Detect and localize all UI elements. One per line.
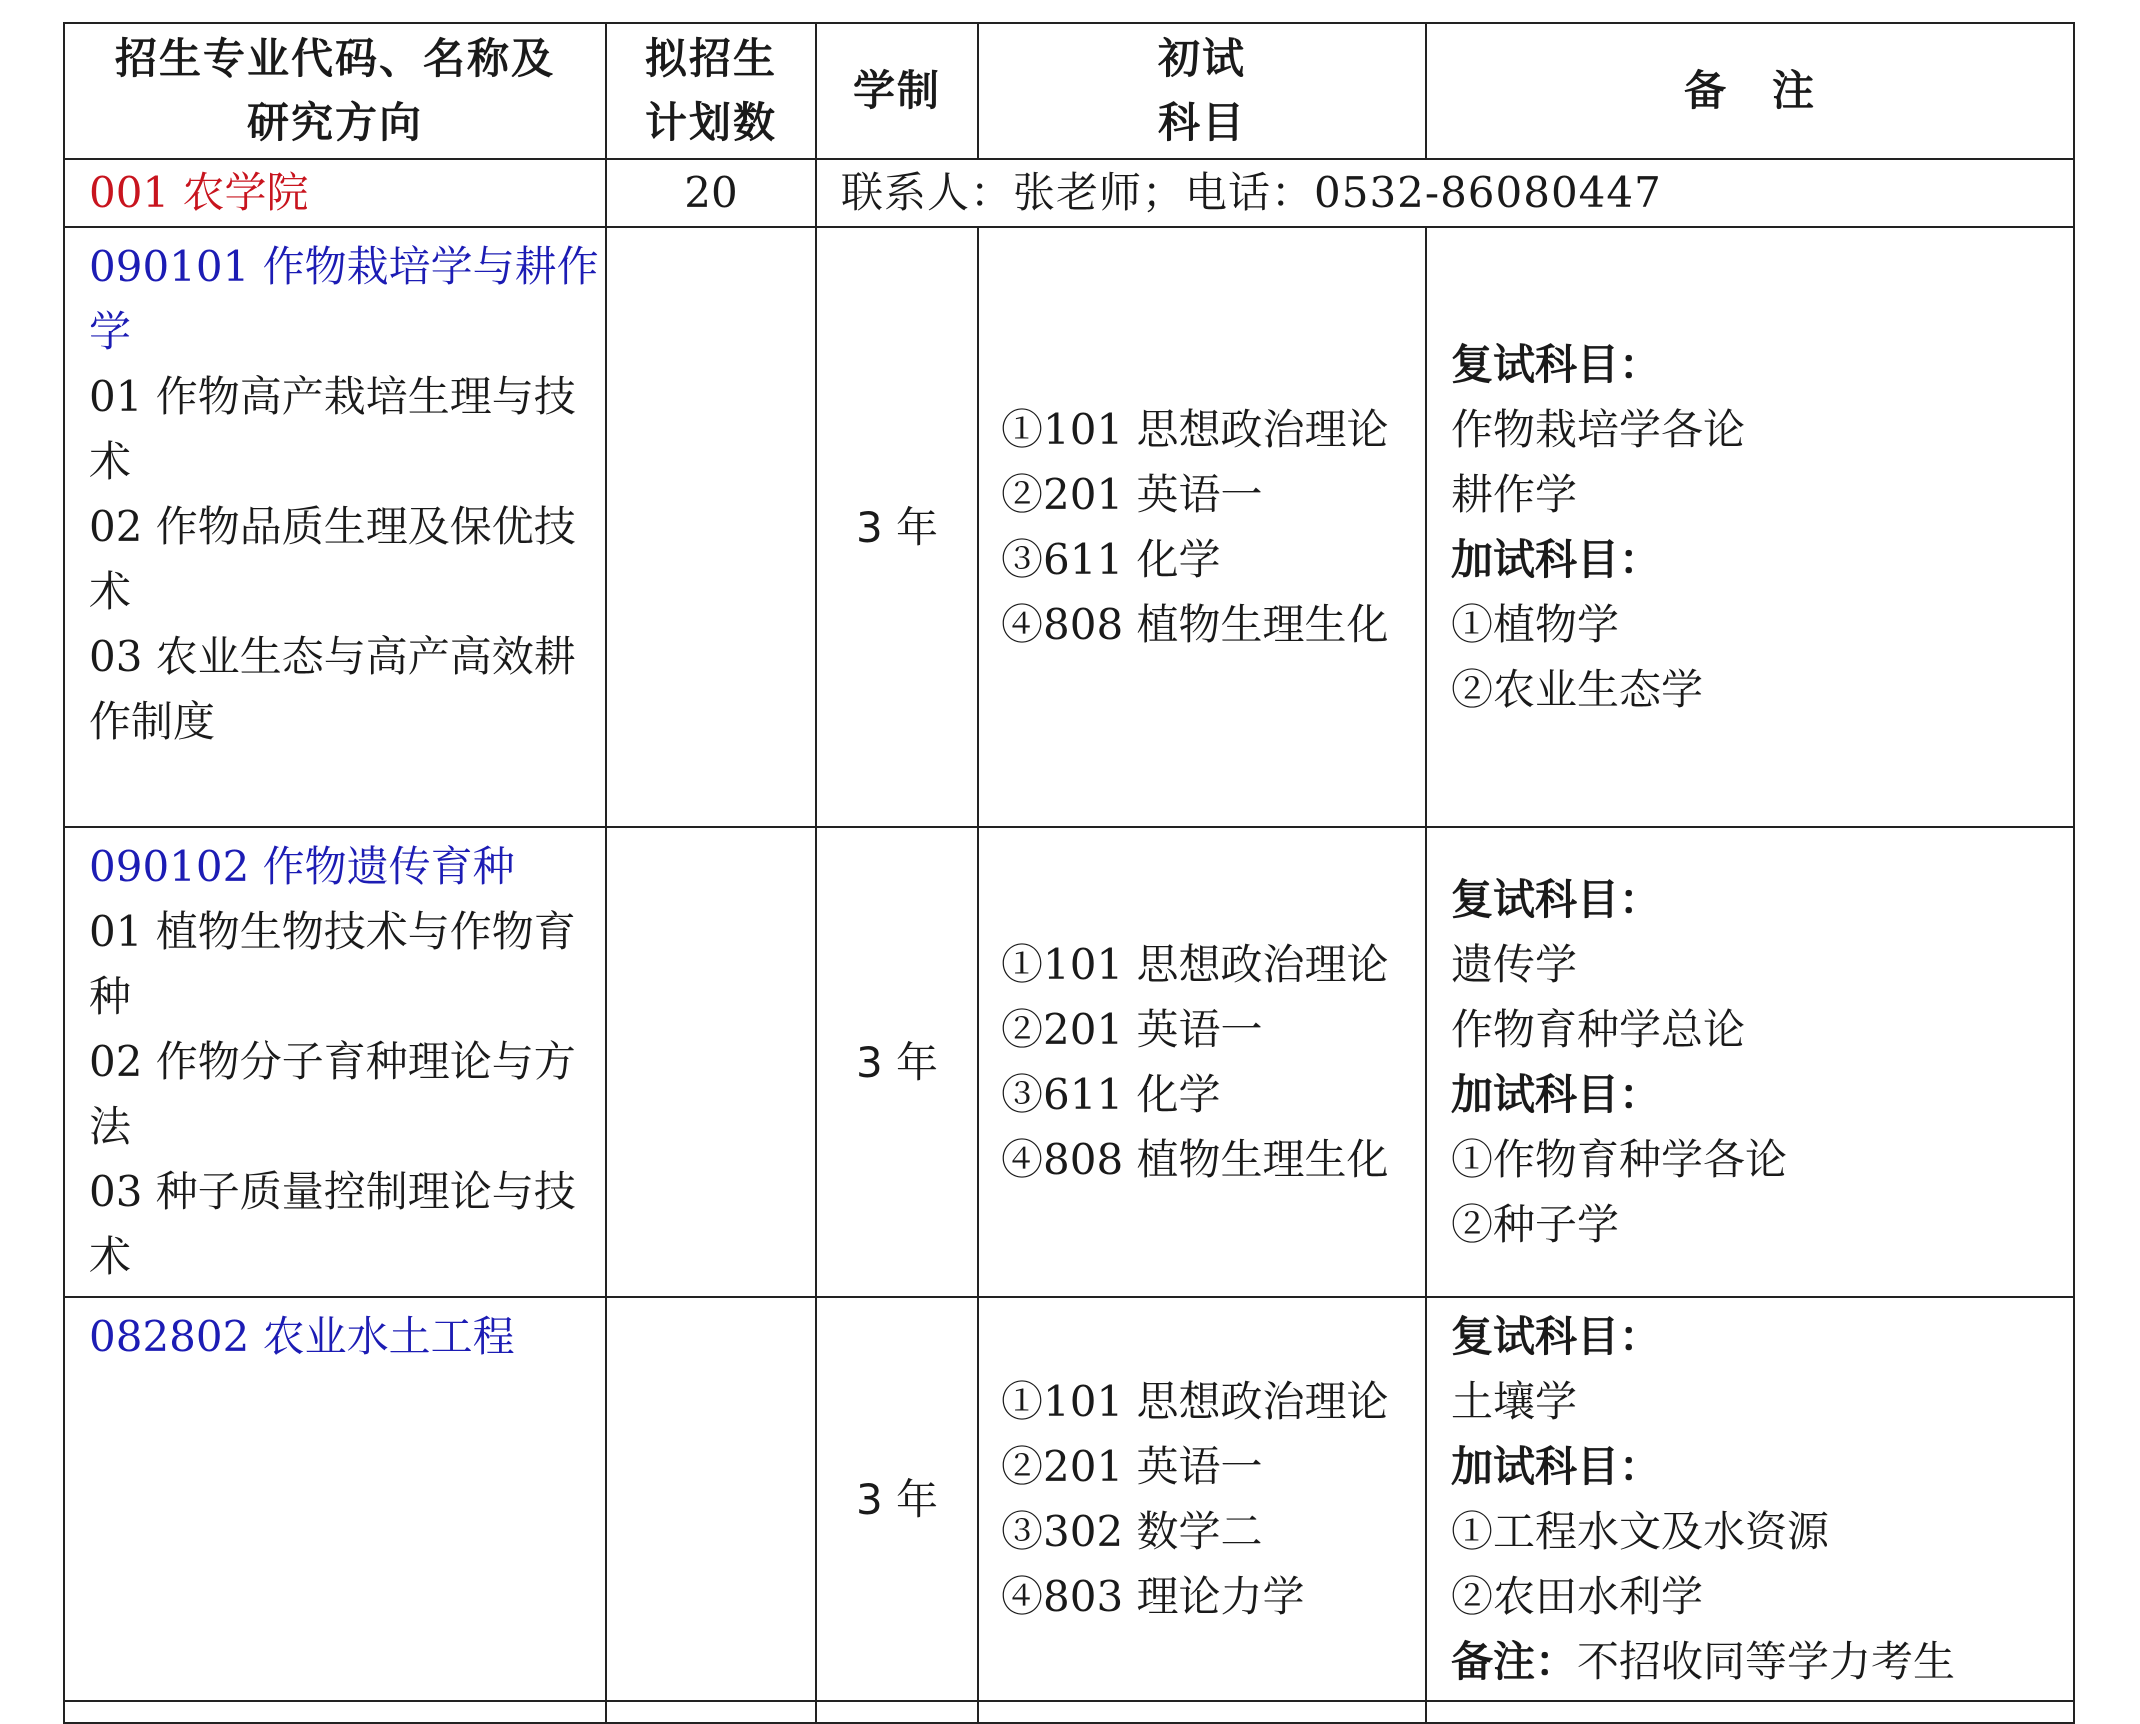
notes xyxy=(1426,827,2074,1297)
major-row xyxy=(64,827,2074,1297)
exam-subjects xyxy=(978,827,1426,1297)
exam-subject: ①101 思想政治理论 xyxy=(1001,1377,1389,1426)
exam-subjects xyxy=(978,1297,1426,1701)
retest-label: 复试科目： xyxy=(1451,1312,1662,1361)
exam-subject: ②201 英语一 xyxy=(1001,1005,1263,1054)
next-row-cell xyxy=(64,1701,606,1723)
extra-subject: ②农田水利学 xyxy=(1451,1572,1704,1621)
header-quota-line2: 计划数 xyxy=(644,98,777,147)
department-quota: 20 xyxy=(606,159,816,227)
exam-subject: ④808 植物生理生化 xyxy=(1001,1135,1389,1184)
direction-line1: 01 作物高产栽培生理与技 xyxy=(89,372,576,421)
extra-subject: ②种子学 xyxy=(1451,1200,1620,1249)
major-quota-empty xyxy=(606,827,816,1297)
exam-subject: ①101 思想政治理论 xyxy=(1001,940,1389,989)
exam-subjects xyxy=(978,227,1426,827)
direction-line1: 02 作物分子育种理论与方 xyxy=(89,1037,576,1086)
department-row xyxy=(64,159,2074,227)
exam-subject: ②201 英语一 xyxy=(1001,470,1263,519)
remark xyxy=(1451,1629,2073,1694)
exam-subject: ④808 植物生理生化 xyxy=(1001,600,1389,649)
major-row xyxy=(64,1297,2074,1701)
header-major-line1: 招生专业代码、名称及 xyxy=(114,34,555,83)
exam-subject: ①101 思想政治理论 xyxy=(1001,405,1389,454)
exam-subject: ②201 英语一 xyxy=(1001,1442,1263,1491)
header-exam-line1: 初试 xyxy=(1157,34,1246,83)
major-duration: 3 年 xyxy=(816,827,978,1297)
exam-subject: ④803 理论力学 xyxy=(1001,1572,1305,1621)
direction-line1: 03 农业生态与高产高效耕 xyxy=(89,632,576,681)
next-row-cell xyxy=(978,1701,1426,1723)
retest-subject: 土壤学 xyxy=(1451,1377,1578,1426)
major-info xyxy=(64,827,606,1297)
next-row-cell xyxy=(606,1701,816,1723)
header-major-line2: 研究方向 xyxy=(246,98,423,147)
header-major xyxy=(64,23,606,159)
extra-subject: ①作物育种学各论 xyxy=(1451,1135,1788,1184)
department-contact: 联系人：张老师；电话：0532-86080447 xyxy=(816,159,2074,227)
header-quota-line1: 拟招生 xyxy=(644,34,777,83)
extra-subject: ②农业生态学 xyxy=(1451,665,1704,714)
direction-line2: 术 xyxy=(89,1232,132,1281)
major-quota-empty xyxy=(606,1297,816,1701)
direction-line2: 法 xyxy=(89,1102,132,1151)
extra-label: 加试科目： xyxy=(1451,1070,1662,1119)
retest-subject: 耕作学 xyxy=(1451,470,1578,519)
major-quota-empty xyxy=(606,227,816,827)
direction-line1: 03 种子质量控制理论与技 xyxy=(89,1167,576,1216)
major-info xyxy=(64,227,606,827)
department-name: 001 农学院 xyxy=(64,159,606,227)
notes xyxy=(1426,227,2074,827)
exam-subject: ③302 数学二 xyxy=(1001,1507,1263,1556)
direction-line2: 作制度 xyxy=(89,697,216,746)
major-info xyxy=(64,1297,606,1701)
direction-line2: 术 xyxy=(89,437,132,486)
exam-subject: ③611 化学 xyxy=(1001,1070,1221,1119)
retest-subject: 作物育种学总论 xyxy=(1451,1005,1746,1054)
major-title-line1: 082802 农业水土工程 xyxy=(89,1312,515,1361)
next-row-cell xyxy=(816,1701,978,1723)
retest-label: 复试科目： xyxy=(1451,340,1662,389)
next-row-cell xyxy=(1426,1701,2074,1723)
retest-label: 复试科目： xyxy=(1451,875,1662,924)
major-row xyxy=(64,227,2074,827)
header-notes-label: 备 注 xyxy=(1683,66,1816,115)
major-duration: 3 年 xyxy=(816,227,978,827)
major-title-line1: 090102 作物遗传育种 xyxy=(89,842,515,891)
header-row xyxy=(64,23,2074,159)
extra-label: 加试科目： xyxy=(1451,1442,1662,1491)
major-duration: 3 年 xyxy=(816,1297,978,1701)
next-row-partial xyxy=(64,1701,2074,1723)
major-title-line1: 090101 作物栽培学与耕作 xyxy=(89,242,599,291)
major-title-line2: 学 xyxy=(89,307,132,356)
admissions-table xyxy=(63,22,2075,1724)
admissions-table-page xyxy=(63,22,2075,1724)
header-quota xyxy=(606,23,816,159)
remark-text: 不招收同等学力考生 xyxy=(1577,1637,1956,1686)
header-exam-line2: 科目 xyxy=(1157,98,1246,147)
notes xyxy=(1426,1297,2074,1701)
extra-subject: ①工程水文及水资源 xyxy=(1451,1507,1830,1556)
direction-line1: 02 作物品质生理及保优技 xyxy=(89,502,576,551)
extra-label: 加试科目： xyxy=(1451,535,1662,584)
header-notes xyxy=(1426,23,2074,159)
retest-subject: 作物栽培学各论 xyxy=(1451,405,1746,454)
exam-subject: ③611 化学 xyxy=(1001,535,1221,584)
header-exam xyxy=(978,23,1426,159)
header-duration-label: 学制 xyxy=(852,66,941,115)
header-duration xyxy=(816,23,978,159)
direction-line2: 种 xyxy=(89,972,132,1021)
direction-line1: 01 植物生物技术与作物育 xyxy=(89,907,576,956)
extra-subject: ①植物学 xyxy=(1451,600,1620,649)
direction-line2: 术 xyxy=(89,567,132,616)
retest-subject: 遗传学 xyxy=(1451,940,1578,989)
remark-label: 备注： xyxy=(1451,1637,1578,1686)
